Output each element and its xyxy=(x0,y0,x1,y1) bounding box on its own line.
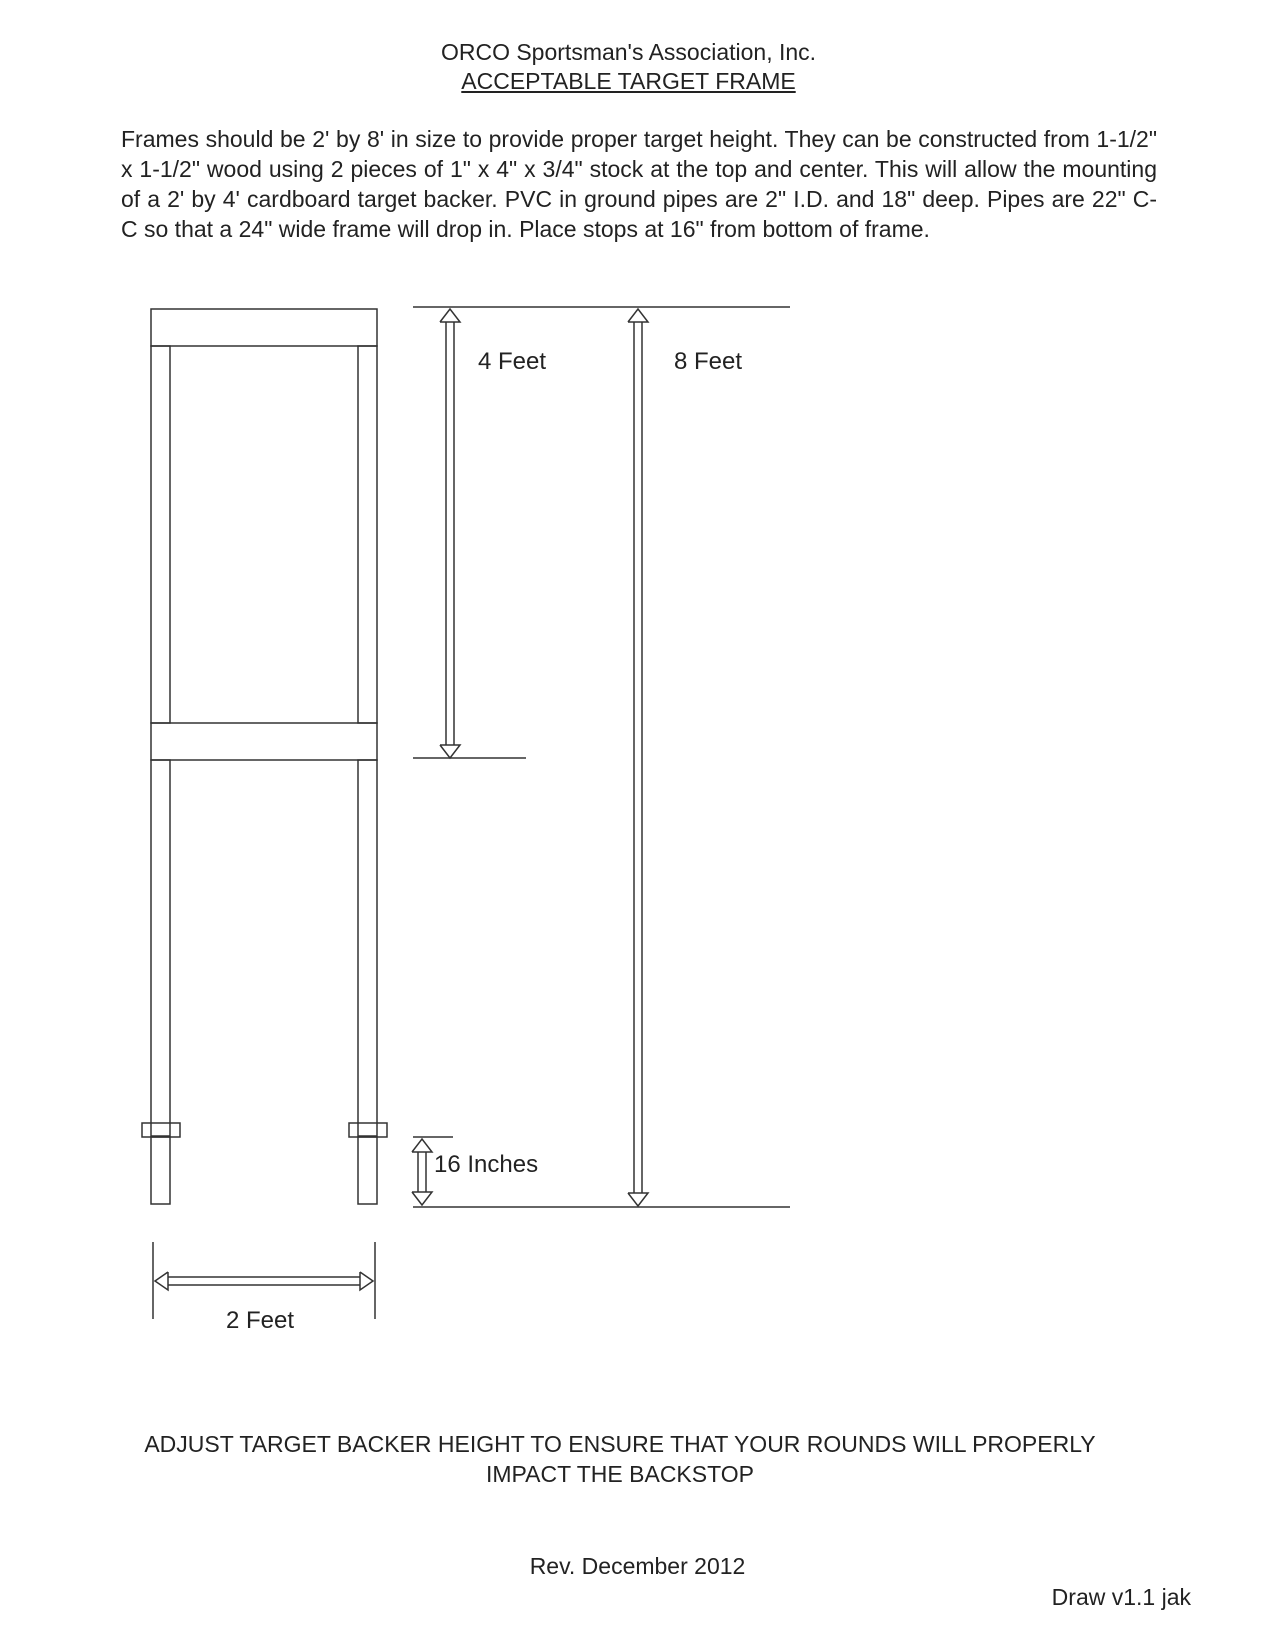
four-feet-dimension-arrow xyxy=(440,309,460,758)
adjust-height-notice xyxy=(60,1429,1180,1489)
frame-right-upright-upper xyxy=(358,346,377,723)
right-ground-leg xyxy=(358,1137,377,1204)
two-feet-label: 2 Feet xyxy=(226,1307,295,1334)
description-paragraph: Frames should be 2' by 8' in size to provide proper target height. They can be constructed from 1-1/2" x 1-1/2" wood using 2 pieces of 1" x 4" x 3/4" stock at the top and center. This will allow the mounting of a 2' by 4' cardboard target backer. PVC in ground pipes are 2" I.D. and 18" deep. Pipes are 22" C-C so that a 24" wide frame will drop in. Place stops at 16" from bottom of frame. xyxy=(121,126,1157,242)
drawing-version: Draw v1.1 jak xyxy=(1051,1584,1191,1610)
notice-line-2: IMPACT THE BACKSTOP xyxy=(486,1461,754,1487)
frame-left-upright-lower xyxy=(151,760,170,1136)
revision-date: Rev. December 2012 xyxy=(529,1553,746,1579)
document-title-text: ACCEPTABLE TARGET FRAME xyxy=(461,68,796,94)
frame-right-upright-lower xyxy=(358,760,377,1136)
sixteen-inches-dimension-arrow xyxy=(412,1139,432,1205)
notice-line-1: ADJUST TARGET BACKER HEIGHT TO ENSURE THAT YOUR ROUNDS WILL PROPERLY xyxy=(144,1431,1096,1457)
eight-feet-label: 8 Feet xyxy=(674,348,743,375)
four-feet-label: 4 Feet xyxy=(478,348,547,375)
left-stop-block xyxy=(142,1123,180,1137)
left-ground-leg xyxy=(151,1137,170,1204)
organization-name: ORCO Sportsman's Association, Inc. xyxy=(440,39,817,65)
sixteen-inches-label: 16 Inches xyxy=(434,1151,539,1178)
right-stop-block xyxy=(349,1123,387,1137)
eight-feet-dimension-arrow xyxy=(628,309,648,1206)
frame-top-rail xyxy=(151,309,377,346)
frame-center-rail xyxy=(151,723,377,760)
frame-left-upright-upper xyxy=(151,346,170,723)
